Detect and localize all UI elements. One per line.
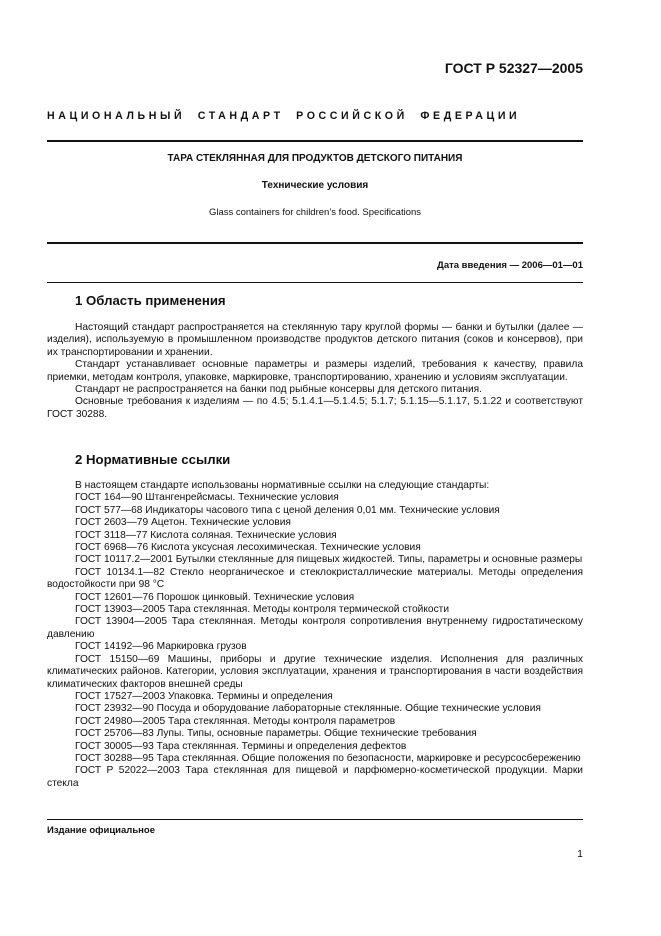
reference-item: ГОСТ 17527—2003 Упаковка. Термины и определения	[75, 690, 333, 702]
reference-item: ГОСТ 25706—83 Лупы. Типы, основные параметры. Общие технические требования	[75, 728, 477, 740]
reference-item: ГОСТ 15150—69 Машины, приборы и другие технические изделия. Исполнения для различных климатических районов. Категории, условия эксплуатации, хранения и транспортирования в части воздействия климатических факторов внешней среды	[47, 653, 583, 690]
reference-item: ГОСТ 6968—76 Кислота уксусная лесохимическая. Технические условия	[75, 542, 421, 554]
footer-divider	[47, 819, 583, 820]
title-divider	[47, 242, 583, 244]
english-title: Glass containers for children’s food. Specifications	[208, 207, 422, 218]
references-list	[47, 480, 583, 790]
paragraph: Стандарт устанавливает основные параметры и размеры изделий, требования к качеству, правила приемки, методам контроля, упаковке, маркировке, транспортированию, хранению и условиям эксплуатации.	[47, 359, 583, 383]
reference-item: ГОСТ 30288—95 Тара стеклянная. Общие положения по безопасности, маркировке и ресурсосбережению	[75, 752, 581, 764]
section-1-body	[47, 322, 583, 421]
reference-item: ГОСТ 12601—76 Порошок цинковый. Технические условия	[75, 591, 355, 603]
reference-item: ГОСТ 13903—2005 Тара стеклянная. Методы контроля термической стойкости	[75, 604, 450, 616]
reference-item: ГОСТ 23932—90 Посуда и оборудование лабораторные стеклянные. Общие технические условия	[75, 703, 541, 715]
paragraph: Основные требования к изделиям — по 4.5; 5.1.4.1—5.1.4.5; 5.1.7; 5.1.15—5.1.17, 5.1.22 и соответствуют ГОСТ 30288.	[47, 396, 583, 420]
reference-item: ГОСТ 577—68 Индикаторы часового типа с ценой деления 0,01 мм. Технические условия	[75, 504, 500, 516]
reference-item: ГОСТ 30005—93 Тара стеклянная. Термины и определения дефектов	[75, 740, 407, 752]
reference-item: ГОСТ 10117.2—2001 Бутылки стеклянные для пищевых жидкостей. Типы, параметры и основные размеры	[75, 554, 583, 566]
top-divider	[47, 140, 583, 142]
reference-item: ГОСТ 13904—2005 Тара стеклянная. Методы контроля сопротивления внутреннему гидростатическому давлению	[47, 616, 583, 640]
reference-item: ГОСТ 2603—79 Ацетон. Технические условия	[75, 517, 291, 529]
document-code: ГОСТ Р 52327—2005	[444, 60, 583, 76]
section-2-heading: 2 Нормативные ссылки	[75, 452, 231, 467]
reference-item: ГОСТ 164—90 Штангенрейсмасы. Технические условия	[75, 492, 339, 504]
document-title: ТАРА СТЕКЛЯННАЯ ДЛЯ ПРОДУКТОВ ДЕТСКОГО ПИТАНИЯ	[167, 153, 463, 164]
official-edition-label: Издание официальное	[47, 825, 155, 836]
section-1-heading: 1 Область применения	[75, 293, 226, 308]
reference-item: ГОСТ 14192—96 Маркировка грузов	[75, 641, 247, 653]
references-intro: В настоящем стандарте использованы нормативные ссылки на следующие стандарты:	[75, 480, 490, 491]
national-standard-banner: НАЦИОНАЛЬНЫЙ СТАНДАРТ РОССИЙСКОЙ ФЕДЕРАЦИИ	[47, 110, 521, 122]
paragraph: Настоящий стандарт распространяется на стеклянную тару круглой формы — банки и бутылки (далее — изделия), используемую в промышленном производстве продуктов детского питания (соков и консервов), при их транспортировании и хранении.	[47, 322, 583, 358]
reference-item: ГОСТ 24980—2005 Тара стеклянная. Методы контроля параметров	[75, 715, 396, 727]
reference-item: ГОСТ Р 52022—2003 Тара стеклянная для пищевой и парфюмерно-косметической продукции. Марки стекла	[47, 765, 583, 789]
document-subtitle: Технические условия	[261, 180, 369, 191]
page-number: 1	[577, 848, 583, 860]
reference-item: ГОСТ 10134.1—82 Стекло неорганическое и стеклокристаллические материалы. Методы определения водостойкости при 98 °С	[47, 566, 583, 591]
date-divider	[47, 282, 583, 283]
paragraph: Стандарт не распространяется на банки под рыбные консервы для детского питания.	[75, 384, 483, 396]
introduction-date: Дата введения — 2006—01—01	[437, 260, 583, 271]
reference-item: ГОСТ 3118—77 Кислота соляная. Технические условия	[75, 529, 337, 541]
